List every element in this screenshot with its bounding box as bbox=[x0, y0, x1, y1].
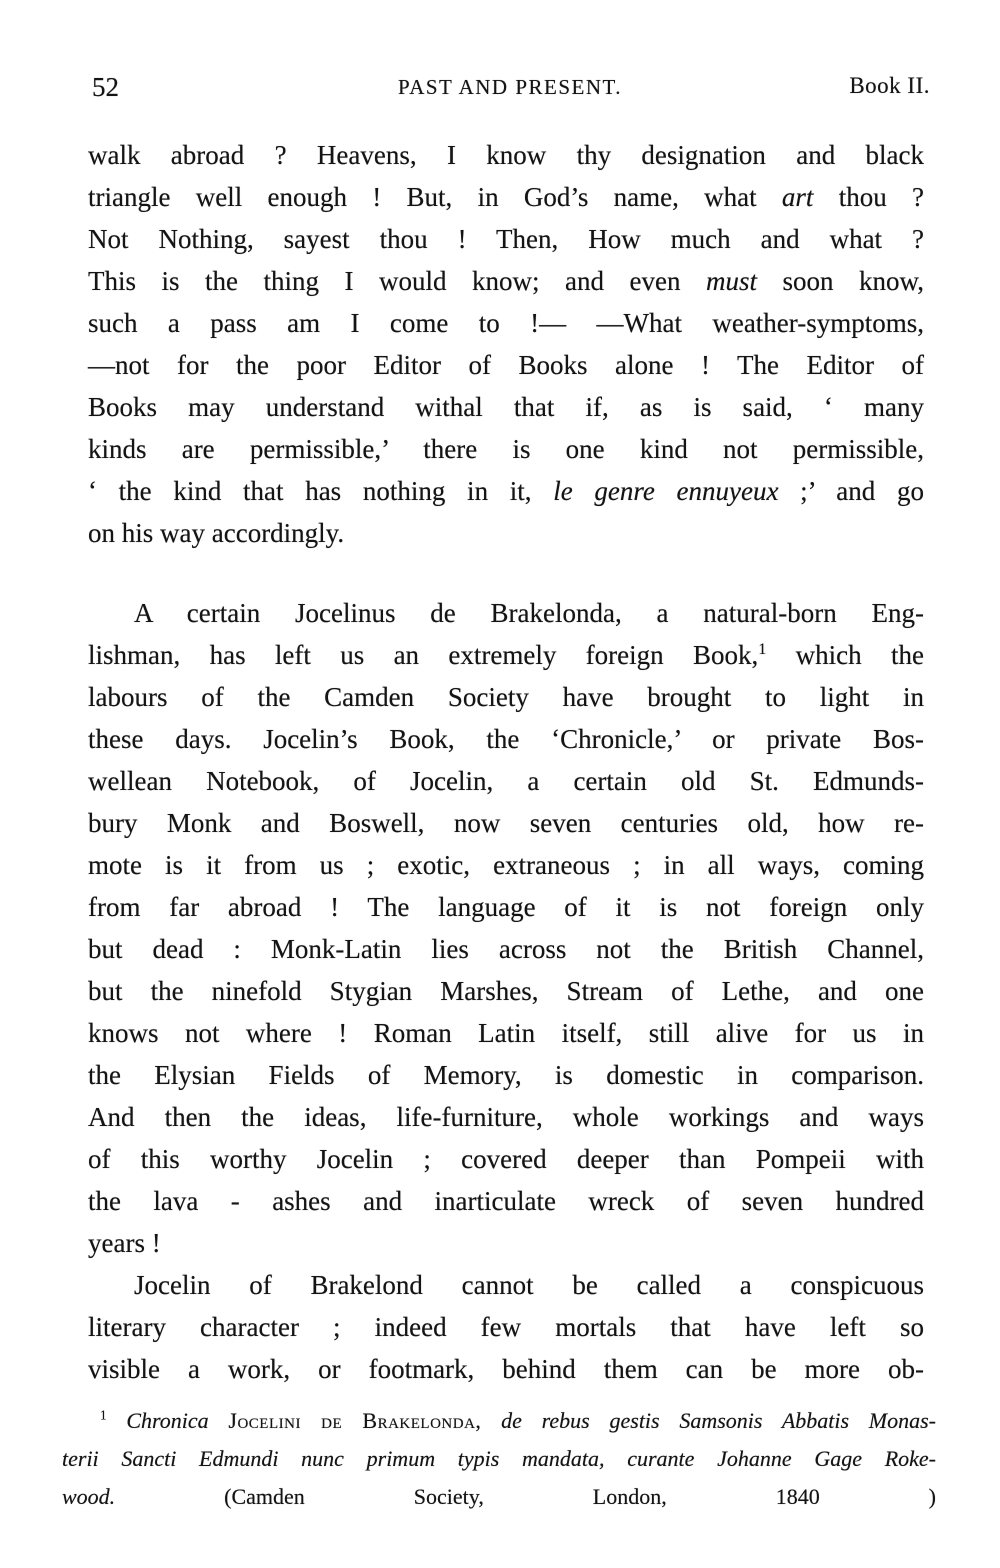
text-line bbox=[88, 1138, 924, 1180]
page-number: 52 bbox=[92, 72, 119, 102]
text-line bbox=[88, 386, 924, 428]
text-line bbox=[88, 928, 924, 970]
text-line bbox=[88, 134, 924, 176]
text-segment: ;’ and go bbox=[778, 476, 924, 506]
text-line bbox=[88, 1054, 924, 1096]
text-segment: the Elysian Fields of Memory, is domestic in comparison. bbox=[88, 1060, 924, 1090]
text-line bbox=[88, 1180, 924, 1222]
book-label: Book II. bbox=[849, 73, 930, 98]
text-segment: le genre ennuyeux bbox=[553, 476, 779, 506]
text-segment: the lava - ashes and inarticulate wreck of seven hundred bbox=[88, 1186, 924, 1216]
text-segment: A certain Jocelinus de Brakelonda, a natural-born Eng- bbox=[134, 598, 924, 628]
footnote-block bbox=[62, 1402, 936, 1516]
text-segment: And then the ideas, life-furniture, whole workings and ways bbox=[88, 1102, 924, 1132]
text-segment: This is the thing I would know; and even bbox=[88, 266, 706, 296]
text-segment: on his way accordingly. bbox=[88, 518, 345, 548]
text-segment: soon know, bbox=[756, 266, 924, 296]
text-segment: Jocelin of Brakelond cannot be called a conspicuous bbox=[134, 1270, 924, 1300]
text-segment: such a pass am I come to !— —What weather-symptoms, bbox=[88, 308, 924, 338]
text-line bbox=[88, 802, 924, 844]
text-line bbox=[88, 218, 924, 260]
text-segment: from far abroad ! The language of it is not foreign only bbox=[88, 892, 924, 922]
footnote-marker: 1 bbox=[100, 1407, 107, 1423]
text-segment: wellean Notebook, of Jocelin, a certain old St. Edmunds- bbox=[88, 766, 924, 796]
text-segment: Not Nothing, sayest thou ! Then, How much and what ? bbox=[88, 224, 924, 254]
text-segment: which the bbox=[766, 640, 924, 670]
text-segment: literary character ; indeed few mortals that have left so bbox=[88, 1312, 924, 1342]
text-line bbox=[88, 344, 924, 386]
text-segment: labours of the Camden Society have brought to light in bbox=[88, 682, 924, 712]
text-segment: terii Sancti Edmundi nunc primum typis mandata, curante Johanne Gage Roke- bbox=[62, 1446, 936, 1471]
text-line bbox=[88, 176, 924, 218]
text-segment: these days. Jocelin’s Book, the ‘Chronicle,’ or private Bos- bbox=[88, 724, 924, 754]
text-segment: but dead : Monk-Latin lies across not the British Channel, bbox=[88, 934, 924, 964]
text-line bbox=[88, 260, 924, 302]
text-line bbox=[88, 1096, 924, 1138]
text-line bbox=[88, 302, 924, 344]
text-segment: art bbox=[781, 182, 814, 212]
text-line bbox=[88, 760, 924, 802]
text-segment: knows not where ! Roman Latin itself, still alive for us in bbox=[88, 1018, 924, 1048]
text-line bbox=[88, 1306, 924, 1348]
paragraph bbox=[88, 134, 924, 554]
text-line bbox=[88, 1222, 924, 1264]
text-segment: but the ninefold Stygian Marshes, Stream of Lethe, and one bbox=[88, 976, 924, 1006]
paragraph bbox=[88, 592, 924, 1264]
text-segment: (Camden Society, London, 1840 ) bbox=[115, 1484, 936, 1509]
text-line bbox=[88, 592, 924, 634]
text-line bbox=[88, 470, 924, 512]
text-line bbox=[88, 844, 924, 886]
text-segment: ‘ the kind that has nothing in it, bbox=[88, 476, 554, 506]
text-segment: thou ? bbox=[813, 182, 924, 212]
text-segment: visible a work, or footmark, behind them can be more ob- bbox=[88, 1354, 924, 1384]
text-segment: wood. bbox=[62, 1484, 116, 1509]
text-segment: must bbox=[705, 266, 757, 296]
text-segment: lishman, has left us an extremely foreign Book, bbox=[88, 640, 759, 670]
text-segment: bury Monk and Boswell, now seven centuries old, how re- bbox=[88, 808, 924, 838]
text-line bbox=[88, 1012, 924, 1054]
footnote-line bbox=[62, 1478, 936, 1516]
text-segment: years ! bbox=[88, 1228, 161, 1258]
page-header bbox=[90, 70, 930, 104]
text-line bbox=[88, 428, 924, 470]
text-segment: kinds are permissible,’ there is one kind not permissible, bbox=[88, 434, 924, 464]
footnote-marker: 1 bbox=[758, 640, 767, 658]
text-line bbox=[88, 886, 924, 928]
text-segment: Books may understand withal that if, as is said, ‘ many bbox=[88, 392, 924, 422]
running-title: PAST AND PRESENT. bbox=[397, 75, 623, 99]
text-line bbox=[88, 1264, 924, 1306]
text-segment: Chronica bbox=[106, 1408, 229, 1433]
text-line bbox=[88, 718, 924, 760]
paragraph bbox=[88, 1264, 924, 1390]
text-line bbox=[88, 634, 924, 676]
text-line bbox=[88, 512, 924, 554]
text-line bbox=[88, 970, 924, 1012]
text-segment: walk abroad ? Heavens, I know thy designation and black bbox=[88, 140, 924, 170]
text-segment: —not for the poor Editor of Books alone ! The Editor of bbox=[88, 350, 924, 380]
text-segment: de rebus gestis Samsonis Abbatis Monas- bbox=[481, 1408, 936, 1433]
footnote-line bbox=[62, 1440, 936, 1478]
body-text-block bbox=[88, 134, 924, 1390]
text-segment: Jocelini de Brakelonda, bbox=[228, 1408, 482, 1433]
text-segment: triangle well enough ! But, in God’s name, what bbox=[88, 182, 782, 212]
footnote-line bbox=[62, 1402, 936, 1440]
text-segment: of this worthy Jocelin ; covered deeper than Pompeii with bbox=[88, 1144, 924, 1174]
text-line bbox=[88, 676, 924, 718]
text-line bbox=[88, 1348, 924, 1390]
text-segment: mote is it from us ; exotic, extraneous ; in all ways, coming bbox=[88, 850, 924, 880]
